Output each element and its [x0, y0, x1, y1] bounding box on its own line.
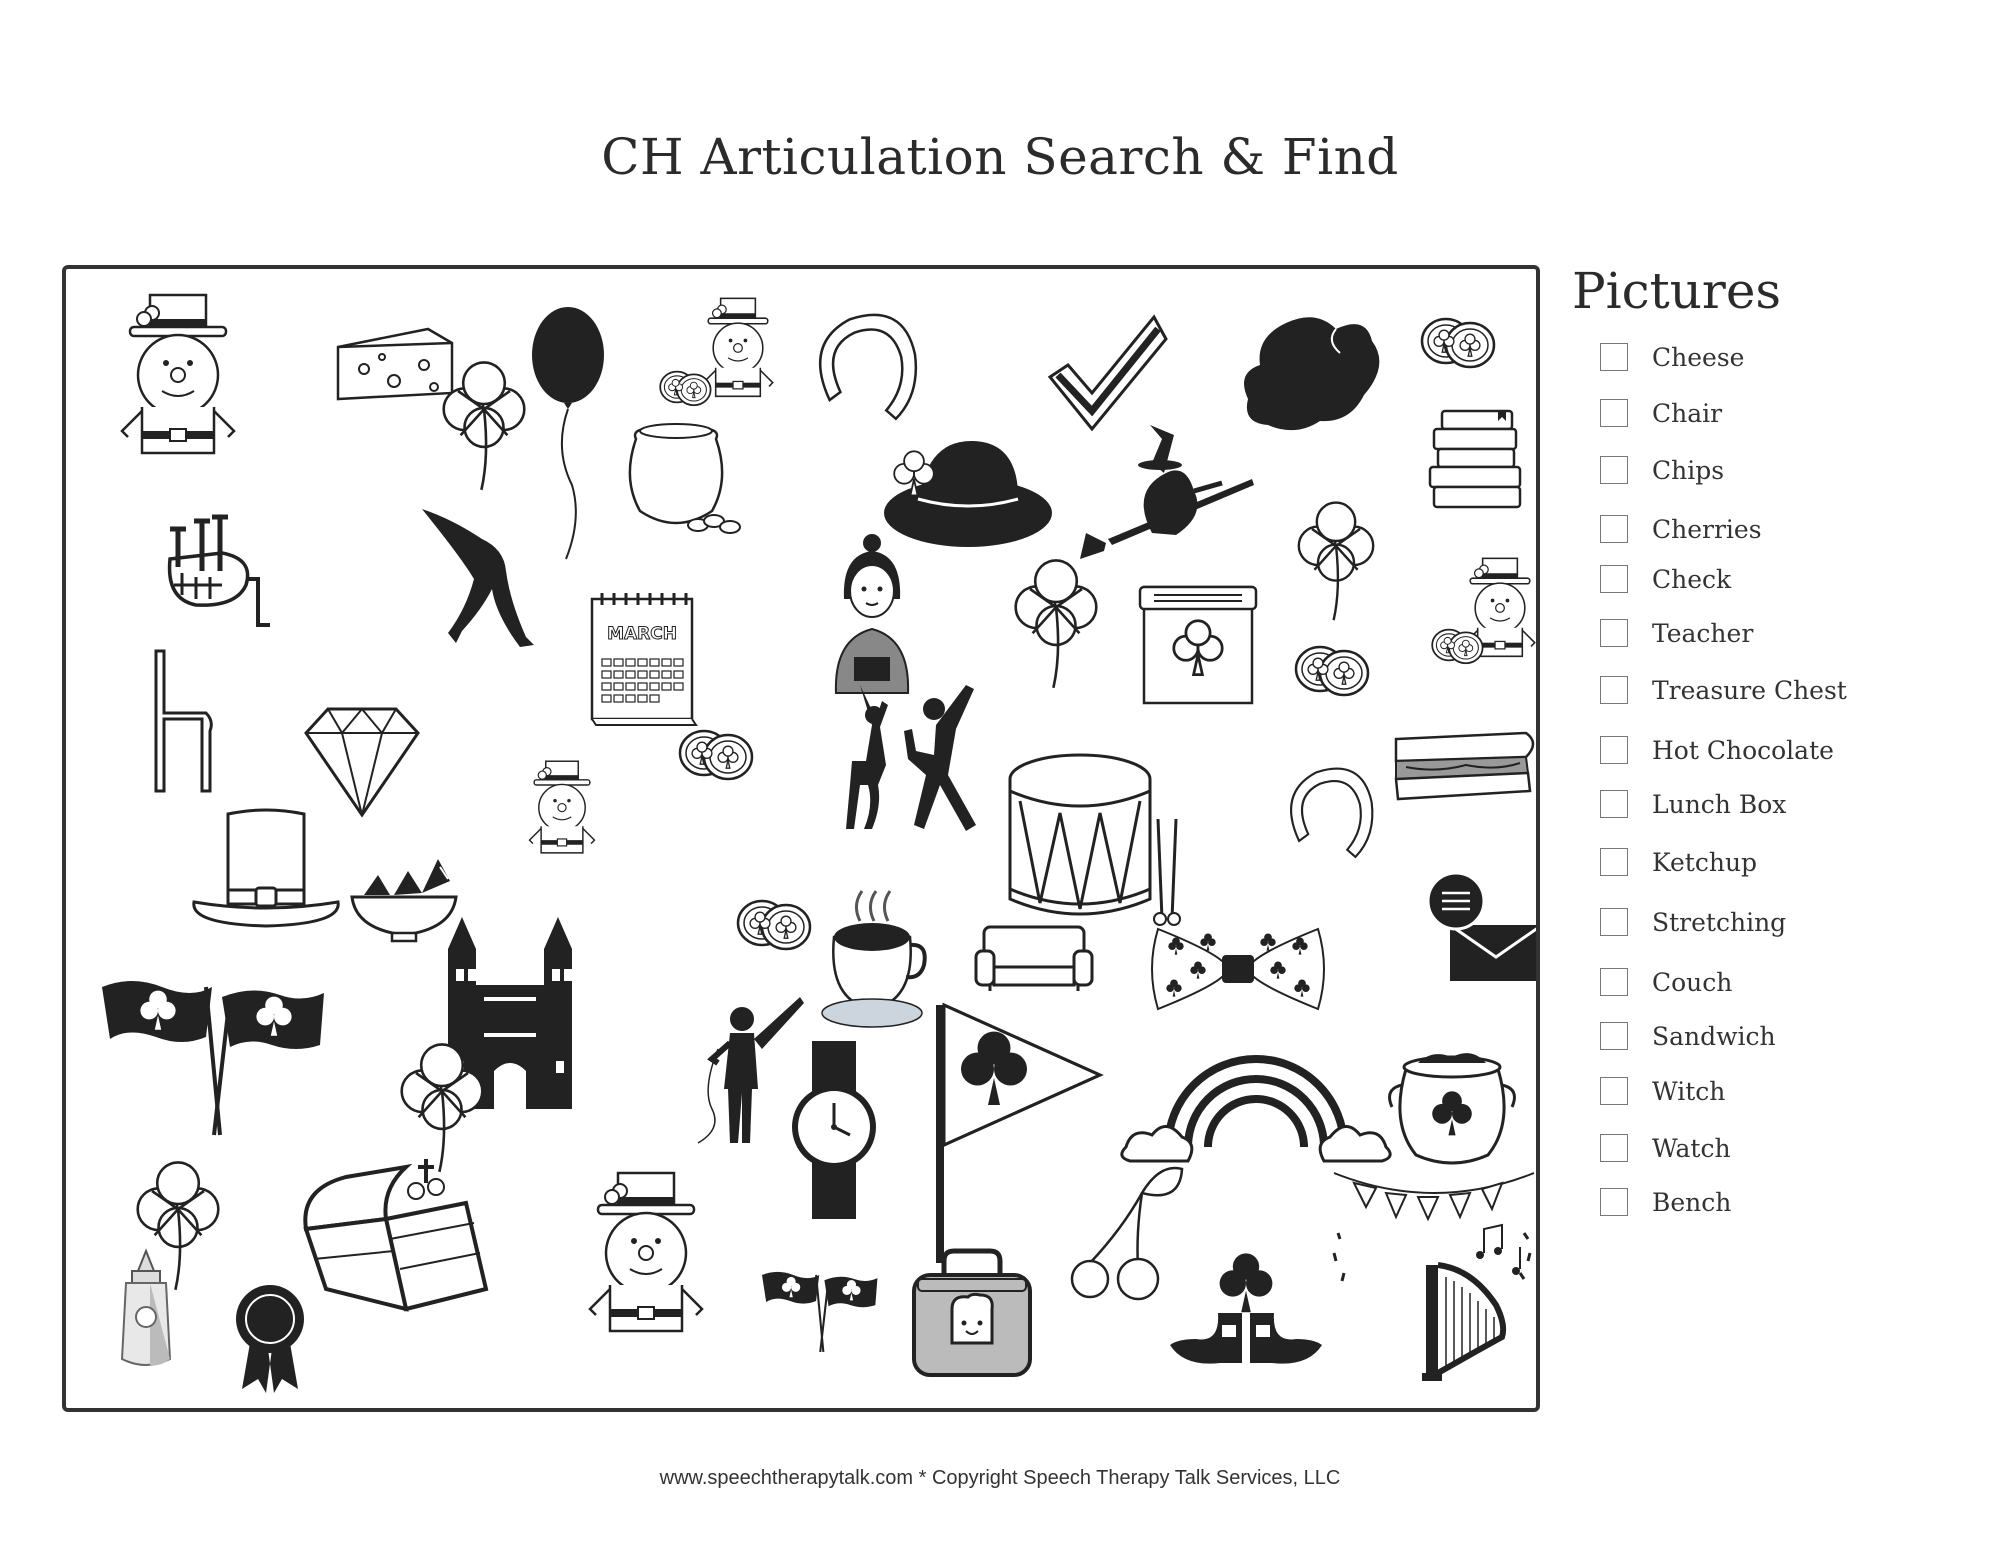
- harp-icon: [1422, 1225, 1520, 1381]
- checklist-item-stretching[interactable]: [1600, 906, 1786, 938]
- checklist-item-label: Cherries: [1652, 514, 1762, 544]
- bagpipes-icon: [170, 517, 270, 625]
- drum-icon: [1010, 755, 1180, 925]
- checklist-item-cherries[interactable]: [1600, 513, 1762, 545]
- chips-bowl-icon: [352, 859, 456, 941]
- coins-icon: [1296, 647, 1368, 695]
- checklist-item-treasure-chest[interactable]: [1600, 674, 1847, 706]
- chair-icon: [156, 651, 211, 791]
- calendar-month-label: MARCH: [607, 624, 677, 644]
- cherries-icon: [1072, 1168, 1182, 1299]
- couch-icon: [976, 927, 1092, 991]
- leprechaun-icon: [122, 295, 234, 453]
- flags-icon: [102, 981, 324, 1135]
- watch-icon: [792, 1041, 876, 1219]
- cheese-icon: [338, 329, 452, 399]
- checklist-item-bench[interactable]: [1600, 1186, 1731, 1218]
- page-title: CH Articulation Search & Find: [601, 128, 1399, 186]
- ribbon-icon: [236, 1285, 304, 1393]
- checklist-item-label: Witch: [1652, 1076, 1726, 1106]
- coins-icon: [680, 731, 752, 779]
- checklist-item-ketchup[interactable]: [1600, 846, 1757, 878]
- checklist-item-label: Check: [1652, 564, 1732, 594]
- checklist-item-label: Couch: [1652, 967, 1733, 997]
- checkbox[interactable]: [1600, 676, 1628, 704]
- shamrock-icon: [1016, 560, 1097, 687]
- coins-icon: [1432, 630, 1482, 664]
- checkbox[interactable]: [1600, 848, 1628, 876]
- stretching-person-icon: [422, 509, 534, 647]
- bow-tie-icon: [1152, 929, 1324, 1009]
- horseshoe-icon: [1284, 763, 1380, 867]
- leprechaun-icon: [590, 1173, 702, 1331]
- checklist-item-couch[interactable]: [1600, 966, 1732, 998]
- checklist-item-hot-chocolate[interactable]: [1600, 734, 1834, 766]
- hot-chocolate-icon: [822, 891, 925, 1027]
- rainbow-icon: [1122, 1059, 1390, 1161]
- balloon-icon: [532, 307, 604, 559]
- search-find-puzzle-frame: [62, 265, 1540, 1412]
- checkbox[interactable]: [1600, 908, 1628, 936]
- checkbox[interactable]: [1600, 1022, 1628, 1050]
- pictures-checklist: [1572, 262, 1992, 330]
- checklist-item-label: Chair: [1652, 398, 1723, 428]
- diamond-icon: [306, 709, 418, 815]
- checklist-item-label: Bench: [1652, 1187, 1732, 1217]
- checklist-item-label: Ketchup: [1652, 847, 1758, 877]
- checklist-item-watch[interactable]: [1600, 1132, 1731, 1164]
- checklist-heading: Pictures: [1572, 262, 1782, 320]
- checklist-item-sandwich[interactable]: [1600, 1020, 1776, 1052]
- books-icon: [1430, 411, 1520, 507]
- shamrock-icon: [444, 362, 525, 489]
- checkbox[interactable]: [1600, 456, 1628, 484]
- coins-icon: [1422, 319, 1494, 367]
- checklist-item-witch[interactable]: [1600, 1075, 1725, 1107]
- checklist-item-label: Sandwich: [1652, 1021, 1776, 1051]
- checkbox[interactable]: [1600, 1188, 1628, 1216]
- leprechaun-icon: [530, 761, 595, 853]
- map-icon: [1244, 317, 1379, 430]
- checklist-item-cheese[interactable]: [1600, 341, 1744, 373]
- checklist-item-label: Stretching: [1652, 907, 1787, 937]
- checkbox[interactable]: [1600, 343, 1628, 371]
- witch-icon: [1080, 425, 1254, 559]
- checkbox[interactable]: [1600, 399, 1628, 427]
- checklist-item-label: Treasure Chest: [1652, 675, 1847, 705]
- checklist-item-chair[interactable]: [1600, 397, 1722, 429]
- pennant-flag-icon: [936, 1005, 1100, 1263]
- shamrock-icon: [1299, 503, 1373, 621]
- checklist-item-label: Hot Chocolate: [1652, 735, 1834, 765]
- shamrock-note-icon: [1140, 587, 1256, 703]
- checkbox[interactable]: [1600, 515, 1628, 543]
- flags-icon: [762, 1272, 877, 1352]
- message-icon: [1428, 873, 1536, 981]
- lunch-box-icon: [914, 1251, 1030, 1375]
- ketchup-icon: [122, 1251, 170, 1365]
- checkbox[interactable]: [1600, 1077, 1628, 1105]
- checkbox[interactable]: [1600, 736, 1628, 764]
- checklist-item-check[interactable]: [1600, 563, 1731, 595]
- checklist-item-label: Watch: [1652, 1133, 1731, 1163]
- checklist-item-chips[interactable]: [1600, 454, 1724, 486]
- singer-icon: [698, 997, 804, 1143]
- dancers-icon: [846, 685, 976, 831]
- teacher-icon: [836, 534, 908, 693]
- coins-icon: [660, 372, 710, 406]
- checklist-item-label: Teacher: [1652, 618, 1754, 648]
- checkbox[interactable]: [1600, 1134, 1628, 1162]
- checkbox[interactable]: [1600, 565, 1628, 593]
- leprechaun-boots-icon: [1170, 1253, 1322, 1363]
- pot-of-gold-icon: [1390, 1053, 1515, 1163]
- bunting-icon: [1334, 1173, 1534, 1281]
- treasure-chest-icon: [305, 1159, 486, 1309]
- check-mark-icon: [1050, 317, 1166, 429]
- horseshoe-icon: [812, 308, 925, 430]
- checklist-item-lunch-box[interactable]: [1600, 788, 1786, 820]
- checklist-item-label: Lunch Box: [1652, 789, 1787, 819]
- hat-icon: [884, 441, 1052, 547]
- top-hat-icon: [194, 810, 338, 926]
- checkbox[interactable]: [1600, 968, 1628, 996]
- checklist-item-label: Cheese: [1652, 342, 1745, 372]
- checkbox[interactable]: [1600, 619, 1628, 647]
- coins-icon: [738, 901, 810, 949]
- checklist-item-label: Chips: [1652, 455, 1725, 485]
- checkbox[interactable]: [1600, 790, 1628, 818]
- checklist-item-teacher[interactable]: [1600, 617, 1753, 649]
- calendar-icon: [592, 593, 696, 725]
- pot-of-gold-icon: [630, 424, 740, 533]
- copyright-footer: www.speechtherapytalk.com * Copyright Speech Therapy Talk Services, LLC: [659, 1467, 1341, 1489]
- sandwich-icon: [1396, 733, 1533, 799]
- leprechaun-icon: [703, 298, 772, 396]
